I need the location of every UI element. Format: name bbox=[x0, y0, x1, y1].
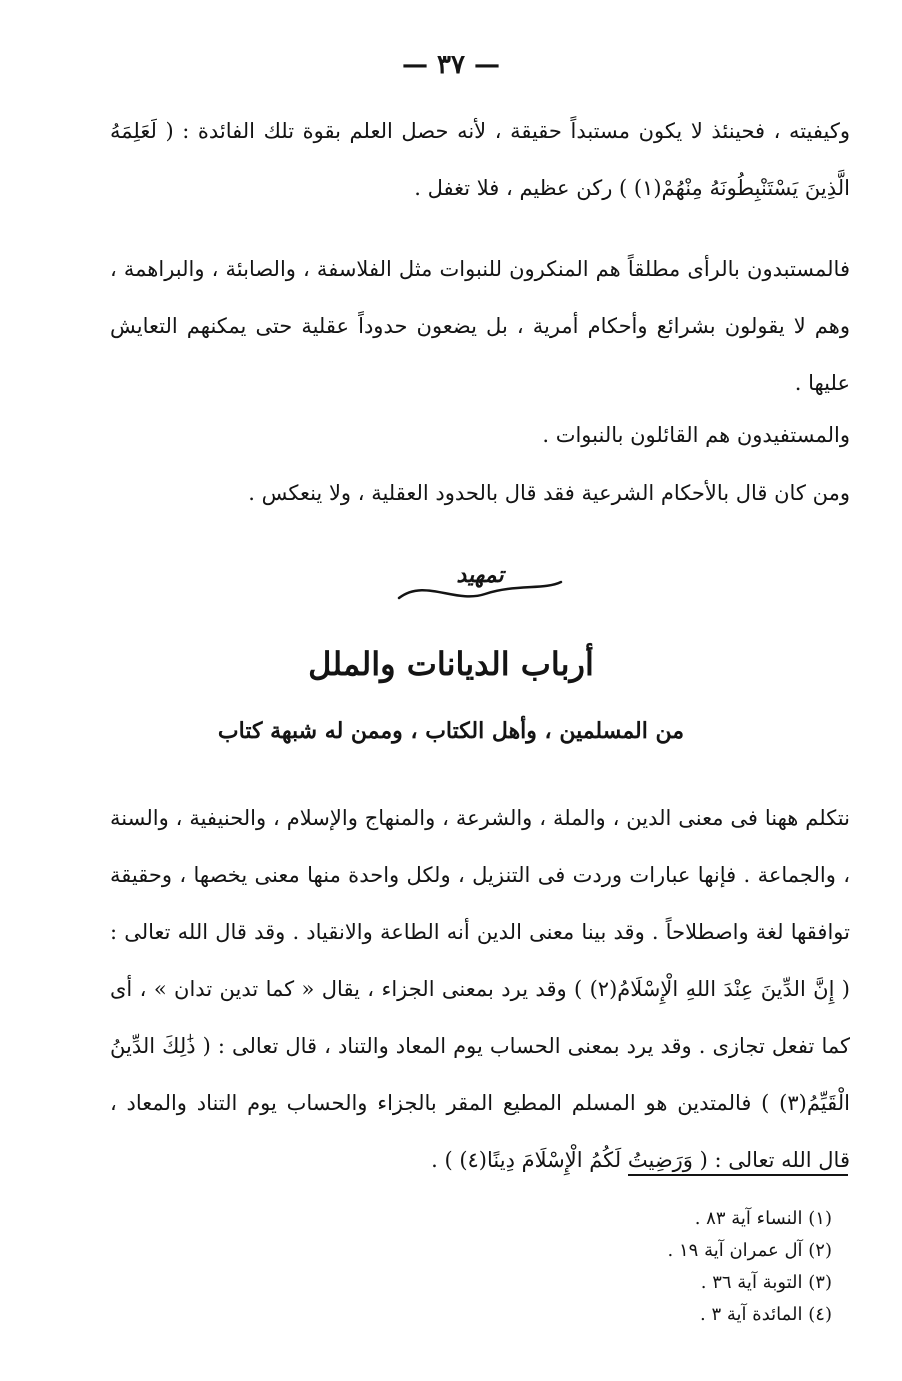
paragraph-2-text: فالمستبدون بالرأى مطلقاً هم المنكرون للنبوات مثل الفلاسفة ، والصابئة ، والبراهمة ، وهم لا يقولون بشرائع وأحكام أمرية ، بل يضعون حدوداً عقلية حتى يمكنهم التعايش عليها . bbox=[110, 257, 850, 395]
paragraph-5-text: نتكلم ههنا فى معنى الدين ، والملة ، والشرعة ، والمنهاج والإسلام ، والحنيفية ، والسنة ، والجماعة . فإنها عبارات وردت فى التنزيل ، ولكل واحدة منها معنى يخصها ، وحقيقة توافقها لغة واصطلاحاً . وقد بينا معنى الدين أنه الطاعة والانقياد . وقد قال الله تعالى : ( إِنَّ الدِّينَ عِنْدَ اللهِ الْإِسْلَامُ(٢) ) وقد يرد بمعنى الجزاء ، يقال « كما تدين تدان » ، أى كما تفعل تجازى . وقد يرد بمعنى الحساب يوم المعاد والتناد ، قال تعالى : ( ذَٰلِكَ الدِّينُ الْقَيِّمُ(٣) ) فالمتدين هو المسلم المطيع المقر بالجزاء والحساب يوم التناد والمعاد ، قال الله تعالى : ( وَرَضِيتُ لَكُمُ الْإِسْلَامَ دِينًا(٤) ) . bbox=[110, 806, 850, 1172]
section-mark-word: تمهيد bbox=[456, 562, 504, 588]
paragraph-3-text: والمستفيدون هم القائلون بالنبوات . bbox=[542, 423, 850, 447]
paragraph-3 bbox=[110, 407, 850, 464]
footnote-item: (٤) المائدة آية ٣ . bbox=[700, 1304, 832, 1325]
paragraph-1 bbox=[110, 103, 850, 217]
paragraph-4-text: ومن كان قال بالأحكام الشرعية فقد قال بالحدود العقلية ، ولا ينعكس . bbox=[248, 481, 850, 505]
footnote-divider bbox=[628, 1174, 848, 1176]
paragraph-4 bbox=[110, 465, 850, 522]
footnote-item: (١) النساء آية ٨٣ . bbox=[694, 1208, 832, 1229]
footnote-item: (٣) التوبة آية ٣٦ . bbox=[700, 1272, 832, 1293]
paragraph-2 bbox=[110, 241, 850, 412]
footnote-item: (٢) آل عمران آية ١٩ . bbox=[667, 1240, 832, 1261]
section-title: أرباب الديانات والملل bbox=[308, 645, 594, 683]
page-number: — ٣٧ — bbox=[401, 50, 501, 80]
section-subtitle: من المسلمين ، وأهل الكتاب ، وممن له شبهة كتاب bbox=[217, 718, 685, 744]
section-ornament bbox=[395, 560, 565, 610]
paragraph-5 bbox=[110, 790, 850, 1189]
paragraph-1-text: وكيفيته ، فحينئذ لا يكون مستبداً حقيقة ، لأنه حصل العلم بقوة تلك الفائدة : ( لَعَلِمَهُ الَّذِينَ يَسْتَنْبِطُونَهُ مِنْهُمْ(١) ) ركن عظيم ، فلا تغفل . bbox=[110, 119, 850, 200]
footnotes-list bbox=[420, 1203, 832, 1331]
